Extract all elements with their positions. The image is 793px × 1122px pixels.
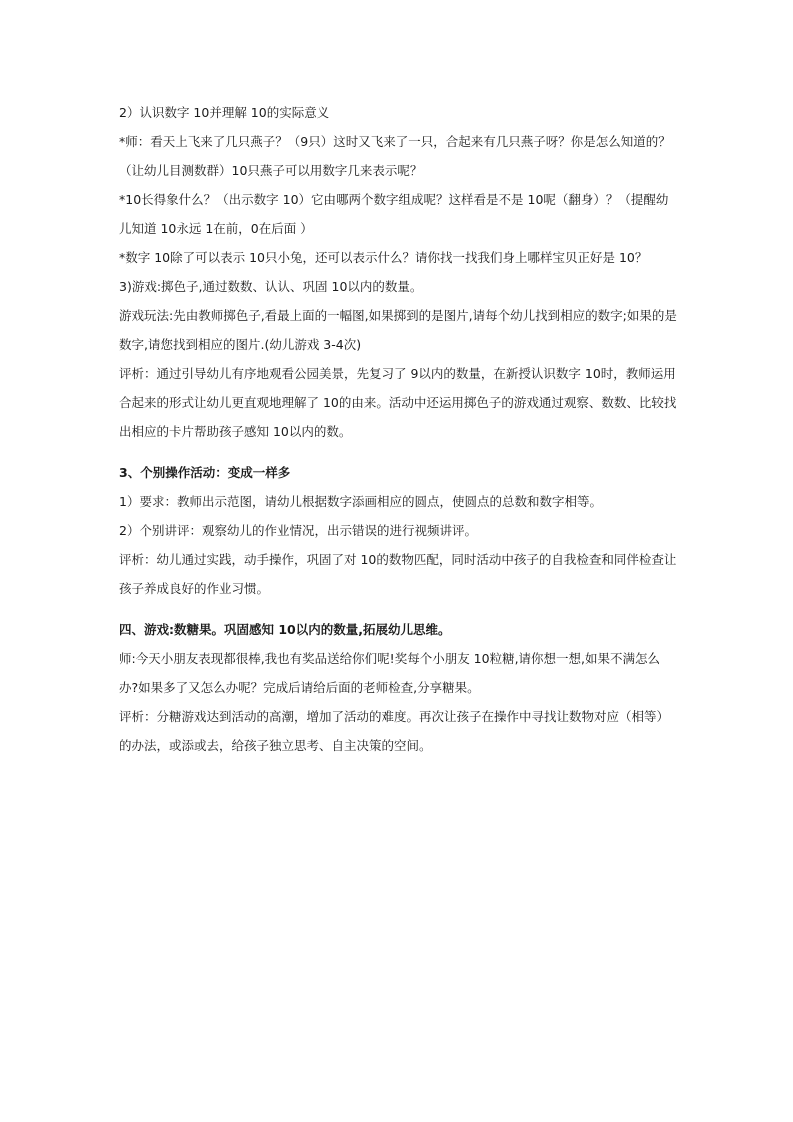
teacher-question-1: *师：看天上飞来了几只燕子？（9只）这时又飞来了一只，合起来有几只燕子呀？你是怎么知道的？（让幼儿目测数群）10只燕子可以用数字几来表示呢？ — [119, 134, 671, 178]
section-3-comment: 评析：幼儿通过实践，动手操作，巩固了对 10的数物匹配，同时活动中孩子的自我检查和同伴检查让孩子养成良好的作业习惯。 — [119, 552, 677, 596]
item-2-heading: 2）认识数字 10并理解 10的实际意义 — [119, 105, 330, 120]
document-page — [119, 98, 679, 760]
teacher-question-2: *10长得象什么？（出示数字 10）它由哪两个数字组成呢？这样看是不是 10呢（翻身）？（提醒幼儿知道 10永远 1在前，0在后面 ） — [119, 192, 669, 236]
section-4-comment: 评析：分糖游戏达到活动的高潮，增加了活动的难度。再次让孩子在操作中寻找让数物对应（相等）的办法，或添或去，给孩子独立思考、自主决策的空间。 — [119, 709, 670, 753]
section-4-heading: 四、游戏:数糖果。巩固感知 10以内的数量,拓展幼儿思维。 — [119, 622, 451, 637]
section-3-review: 2）个别讲评：观察幼儿的作业情况，出示错误的进行视频讲评。 — [119, 523, 477, 538]
section-4-teacher: 师:今天小朋友表现都很棒,我也有奖品送给你们呢!奖每个小朋友 10粒糖,请你想一想,如果不满怎么办?如果多了又怎么办呢？完成后请给后面的老师检查,分享糖果。 — [119, 651, 661, 695]
spacer — [119, 446, 679, 458]
teacher-question-3: *数字 10除了可以表示 10只小兔，还可以表示什么？请你找一找我们身上哪样宝贝正好是 10？ — [119, 250, 648, 265]
section-2-comment: 评析：通过引导幼儿有序地观看公园美景，先复习了 9以内的数量，在新授认识数字 10时，教师运用合起来的形式让幼儿更直观地理解了 10的由来。活动中还运用掷色子的游戏通过观察、数数、比较找出相应的卡片帮助孩子感知 10以内的数。 — [119, 366, 677, 439]
game-rules: 游戏玩法:先由教师掷色子,看最上面的一幅图,如果掷到的是图片,请每个幼儿找到相应的数字;如果的是数字,请您找到相应的图片.(幼儿游戏 3-4次) — [119, 308, 677, 352]
section-3-heading: 3、个别操作活动：变成一样多 — [119, 465, 291, 480]
item-3-game: 3)游戏:掷色子,通过数数、认认、巩固 10以内的数量。 — [119, 279, 423, 294]
spacer — [119, 603, 679, 615]
section-3-requirement: 1）要求：教师出示范图，请幼儿根据数字添画相应的圆点，使圆点的总数和数字相等。 — [119, 494, 602, 509]
